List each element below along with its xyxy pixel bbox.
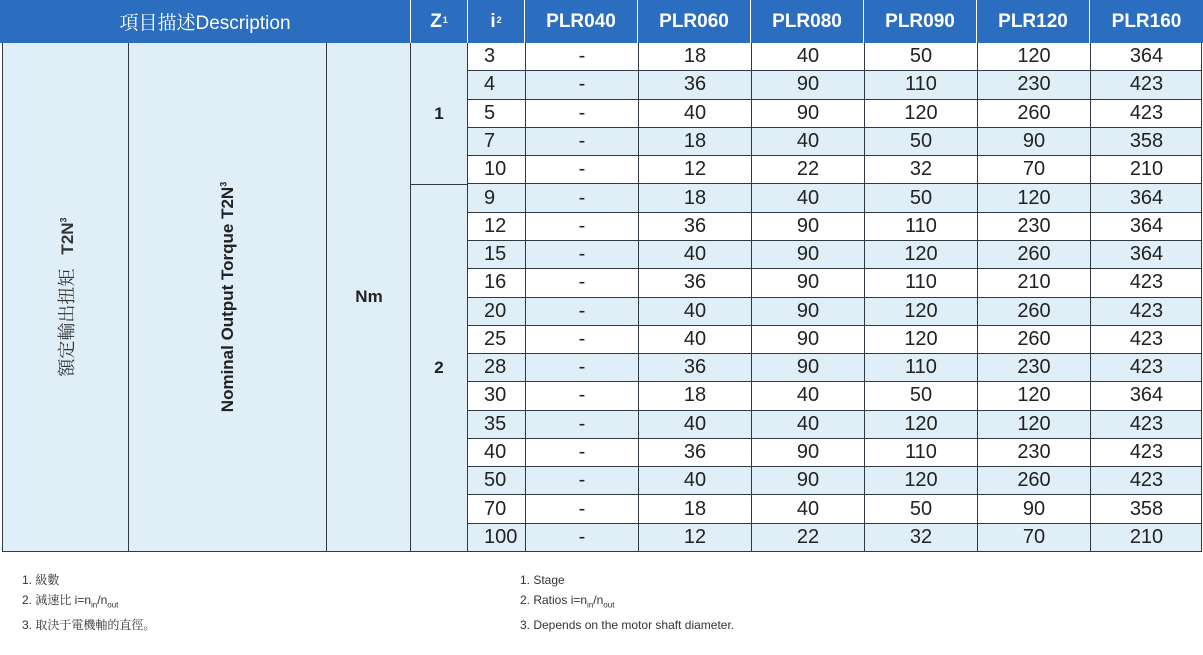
table-row bbox=[467, 269, 1202, 297]
table-row bbox=[467, 100, 1202, 128]
torque-cell: 70 bbox=[977, 524, 1090, 551]
torque-cell: 120 bbox=[864, 411, 977, 438]
torque-cell: 36 bbox=[638, 439, 751, 466]
table-row bbox=[467, 71, 1202, 99]
torque-cell: 40 bbox=[751, 128, 864, 155]
table-row bbox=[467, 495, 1202, 523]
torque-cell: 18 bbox=[638, 184, 751, 211]
torque-cell: 90 bbox=[751, 100, 864, 127]
torque-cell: 120 bbox=[977, 411, 1090, 438]
table-row bbox=[467, 467, 1202, 495]
torque-cell: - bbox=[525, 411, 638, 438]
table-row bbox=[467, 382, 1202, 410]
torque-cell: 18 bbox=[638, 382, 751, 409]
torque-cell: 110 bbox=[864, 213, 977, 240]
footnote-ratio-en: 2. Ratios $i=n_{in}/n_{out}$ bbox=[520, 593, 615, 610]
torque-cell: 110 bbox=[864, 71, 977, 98]
torque-cell: 36 bbox=[638, 354, 751, 381]
torque-cell: 358 bbox=[1090, 495, 1202, 522]
torque-cell: 364 bbox=[1090, 43, 1202, 70]
english-label: Nominal Output Torque $T2N^3$ bbox=[217, 181, 237, 413]
torque-cell: 120 bbox=[864, 298, 977, 325]
ratio-cell: 16 bbox=[467, 269, 525, 296]
torque-cell: 423 bbox=[1090, 326, 1202, 353]
ratio-cell: 35 bbox=[467, 411, 525, 438]
ratio-cell: 100 bbox=[467, 524, 525, 551]
torque-cell: - bbox=[525, 213, 638, 240]
torque-cell: 36 bbox=[638, 213, 751, 240]
table-row bbox=[467, 184, 1202, 212]
torque-cell: 50 bbox=[864, 382, 977, 409]
unit-cell bbox=[326, 43, 412, 552]
torque-cell: 12 bbox=[638, 156, 751, 183]
footnote-stage-en: 1. Stage bbox=[520, 573, 565, 587]
ratio-cell: 20 bbox=[467, 298, 525, 325]
torque-cell: 90 bbox=[751, 298, 864, 325]
torque-cell: 260 bbox=[977, 298, 1090, 325]
ratio-cell: 3 bbox=[467, 43, 525, 70]
torque-cell: - bbox=[525, 382, 638, 409]
torque-cell: 210 bbox=[1090, 524, 1202, 551]
torque-cell: 40 bbox=[751, 382, 864, 409]
torque-cell: 260 bbox=[977, 467, 1090, 494]
torque-cell: 120 bbox=[864, 100, 977, 127]
torque-cell: 40 bbox=[638, 411, 751, 438]
torque-cell: 36 bbox=[638, 71, 751, 98]
torque-cell: 120 bbox=[864, 326, 977, 353]
ratio-cell: 70 bbox=[467, 495, 525, 522]
ratio-cell: 40 bbox=[467, 439, 525, 466]
table-row bbox=[467, 298, 1202, 326]
torque-cell: - bbox=[525, 439, 638, 466]
torque-cell: - bbox=[525, 128, 638, 155]
torque-cell: 364 bbox=[1090, 241, 1202, 268]
torque-cell: 90 bbox=[751, 467, 864, 494]
torque-cell: 40 bbox=[638, 326, 751, 353]
torque-cell: 423 bbox=[1090, 298, 1202, 325]
torque-cell: 90 bbox=[751, 439, 864, 466]
table-right-border bbox=[1201, 43, 1202, 552]
torque-cell: 120 bbox=[977, 43, 1090, 70]
header-model-plr040: PLR040 bbox=[525, 0, 638, 43]
ratio-cell: 5 bbox=[467, 100, 525, 127]
torque-cell: 230 bbox=[977, 354, 1090, 381]
torque-cell: 230 bbox=[977, 439, 1090, 466]
torque-cell: 120 bbox=[977, 382, 1090, 409]
torque-cell: 423 bbox=[1090, 439, 1202, 466]
torque-cell: 36 bbox=[638, 269, 751, 296]
ratio-cell: 10 bbox=[467, 156, 525, 183]
torque-cell: 18 bbox=[638, 128, 751, 155]
table-row bbox=[467, 128, 1202, 156]
stage-label: 1 bbox=[434, 103, 444, 123]
table-row bbox=[467, 241, 1202, 269]
torque-cell: 40 bbox=[751, 184, 864, 211]
torque-cell: - bbox=[525, 156, 638, 183]
table-row bbox=[467, 43, 1202, 71]
english-label-cell bbox=[128, 43, 327, 552]
torque-cell: 90 bbox=[751, 213, 864, 240]
torque-cell: 120 bbox=[864, 241, 977, 268]
ratio-cell: 50 bbox=[467, 467, 525, 494]
table-row bbox=[467, 411, 1202, 439]
footnotes-english bbox=[520, 570, 734, 635]
torque-cell: - bbox=[525, 467, 638, 494]
header-model-plr160: PLR160 bbox=[1111, 10, 1182, 32]
torque-cell: 90 bbox=[751, 326, 864, 353]
torque-cell: 423 bbox=[1090, 354, 1202, 381]
table-row bbox=[467, 156, 1202, 184]
torque-cell: 423 bbox=[1090, 100, 1202, 127]
torque-cell: 260 bbox=[977, 241, 1090, 268]
torque-cell: 50 bbox=[864, 495, 977, 522]
header-description-label: 項目描述Description bbox=[119, 13, 291, 34]
chinese-label-cell bbox=[2, 43, 130, 552]
torque-cell: 90 bbox=[751, 71, 864, 98]
footnotes-chinese bbox=[22, 570, 155, 635]
torque-cell: 40 bbox=[638, 298, 751, 325]
torque-cell: 90 bbox=[977, 128, 1090, 155]
torque-cell: 210 bbox=[1090, 156, 1202, 183]
torque-cell: 260 bbox=[977, 326, 1090, 353]
torque-cell: 423 bbox=[1090, 411, 1202, 438]
unit-label: Nm bbox=[355, 287, 383, 306]
header-model-plr090: PLR090 bbox=[864, 0, 977, 43]
ratio-cell: 15 bbox=[467, 241, 525, 268]
torque-cell: 110 bbox=[864, 354, 977, 381]
table-row bbox=[467, 326, 1202, 354]
torque-cell: - bbox=[525, 184, 638, 211]
torque-cell: 70 bbox=[977, 156, 1090, 183]
torque-cell: 364 bbox=[1090, 382, 1202, 409]
header-model-plr080: PLR080 bbox=[751, 0, 864, 43]
torque-cell: 423 bbox=[1090, 467, 1202, 494]
stage-label: 2 bbox=[434, 358, 444, 377]
torque-cell: 40 bbox=[638, 467, 751, 494]
torque-cell: 12 bbox=[638, 524, 751, 551]
torque-cell: 110 bbox=[864, 439, 977, 466]
header-model-plr120: PLR120 bbox=[977, 0, 1090, 43]
torque-cell: 40 bbox=[638, 241, 751, 268]
torque-cell: 423 bbox=[1090, 269, 1202, 296]
header-z: Z $^1$ bbox=[411, 0, 468, 43]
torque-cell: 50 bbox=[864, 43, 977, 70]
table-row bbox=[467, 524, 1202, 552]
torque-cell: 18 bbox=[638, 43, 751, 70]
ratio-cell: 9 bbox=[467, 184, 525, 211]
torque-cell: 364 bbox=[1090, 184, 1202, 211]
torque-cell: 40 bbox=[638, 100, 751, 127]
torque-cell: 120 bbox=[977, 184, 1090, 211]
torque-cell: - bbox=[525, 524, 638, 551]
torque-cell: - bbox=[525, 100, 638, 127]
table-row bbox=[467, 354, 1202, 382]
torque-cell: 423 bbox=[1090, 71, 1202, 98]
chinese-label: 額定輸出扭矩$T2N^3$ bbox=[57, 217, 78, 377]
table-header bbox=[0, 0, 1203, 43]
torque-cell: 22 bbox=[751, 156, 864, 183]
ratio-cell: 4 bbox=[467, 71, 525, 98]
torque-cell: - bbox=[525, 43, 638, 70]
torque-cell: 358 bbox=[1090, 128, 1202, 155]
torque-cell: 120 bbox=[864, 467, 977, 494]
torque-cell: 90 bbox=[977, 495, 1090, 522]
torque-cell: 22 bbox=[751, 524, 864, 551]
ratio-cell: 30 bbox=[467, 382, 525, 409]
ratio-cell: 12 bbox=[467, 213, 525, 240]
table-row bbox=[467, 439, 1202, 467]
footnote-shaft-en: 3. Depends on the motor shaft diameter. bbox=[520, 618, 735, 633]
header-model-plr060: PLR060 bbox=[638, 0, 751, 43]
torque-cell: 40 bbox=[751, 411, 864, 438]
ratio-cell: 7 bbox=[467, 128, 525, 155]
torque-cell: 110 bbox=[864, 269, 977, 296]
torque-cell: 50 bbox=[864, 184, 977, 211]
torque-cell: 40 bbox=[751, 495, 864, 522]
torque-cell: - bbox=[525, 495, 638, 522]
torque-cell: 90 bbox=[751, 269, 864, 296]
header-description bbox=[0, 0, 411, 43]
stage-cell-2 bbox=[410, 185, 468, 552]
footnote-ratio-zh: 2. 減速比 $i=n_{in}/n_{out}$ bbox=[22, 593, 119, 610]
header-i: i $^2$ bbox=[468, 0, 525, 43]
torque-cell: - bbox=[525, 298, 638, 325]
table-row bbox=[467, 213, 1202, 241]
torque-cell: - bbox=[525, 71, 638, 98]
torque-cell: 40 bbox=[751, 43, 864, 70]
torque-cell: - bbox=[525, 354, 638, 381]
footnote-stage-zh: 1. 級數 bbox=[22, 573, 60, 587]
torque-cell: - bbox=[525, 241, 638, 268]
torque-cell: 364 bbox=[1090, 213, 1202, 240]
footnote-shaft-zh: 3. 取決于電機軸的直徑。 bbox=[22, 618, 156, 633]
ratio-cell: 28 bbox=[467, 354, 525, 381]
torque-cell: 50 bbox=[864, 128, 977, 155]
torque-cell: 230 bbox=[977, 213, 1090, 240]
torque-cell: 210 bbox=[977, 269, 1090, 296]
torque-cell: 230 bbox=[977, 71, 1090, 98]
torque-cell: 90 bbox=[751, 354, 864, 381]
torque-cell: - bbox=[525, 269, 638, 296]
torque-cell: 90 bbox=[751, 241, 864, 268]
torque-cell: 32 bbox=[864, 524, 977, 551]
torque-cell: 32 bbox=[864, 156, 977, 183]
torque-cell: 18 bbox=[638, 495, 751, 522]
stage-cell-1 bbox=[410, 43, 468, 185]
ratio-cell: 25 bbox=[467, 326, 525, 353]
torque-cell: 260 bbox=[977, 100, 1090, 127]
torque-cell: - bbox=[525, 326, 638, 353]
